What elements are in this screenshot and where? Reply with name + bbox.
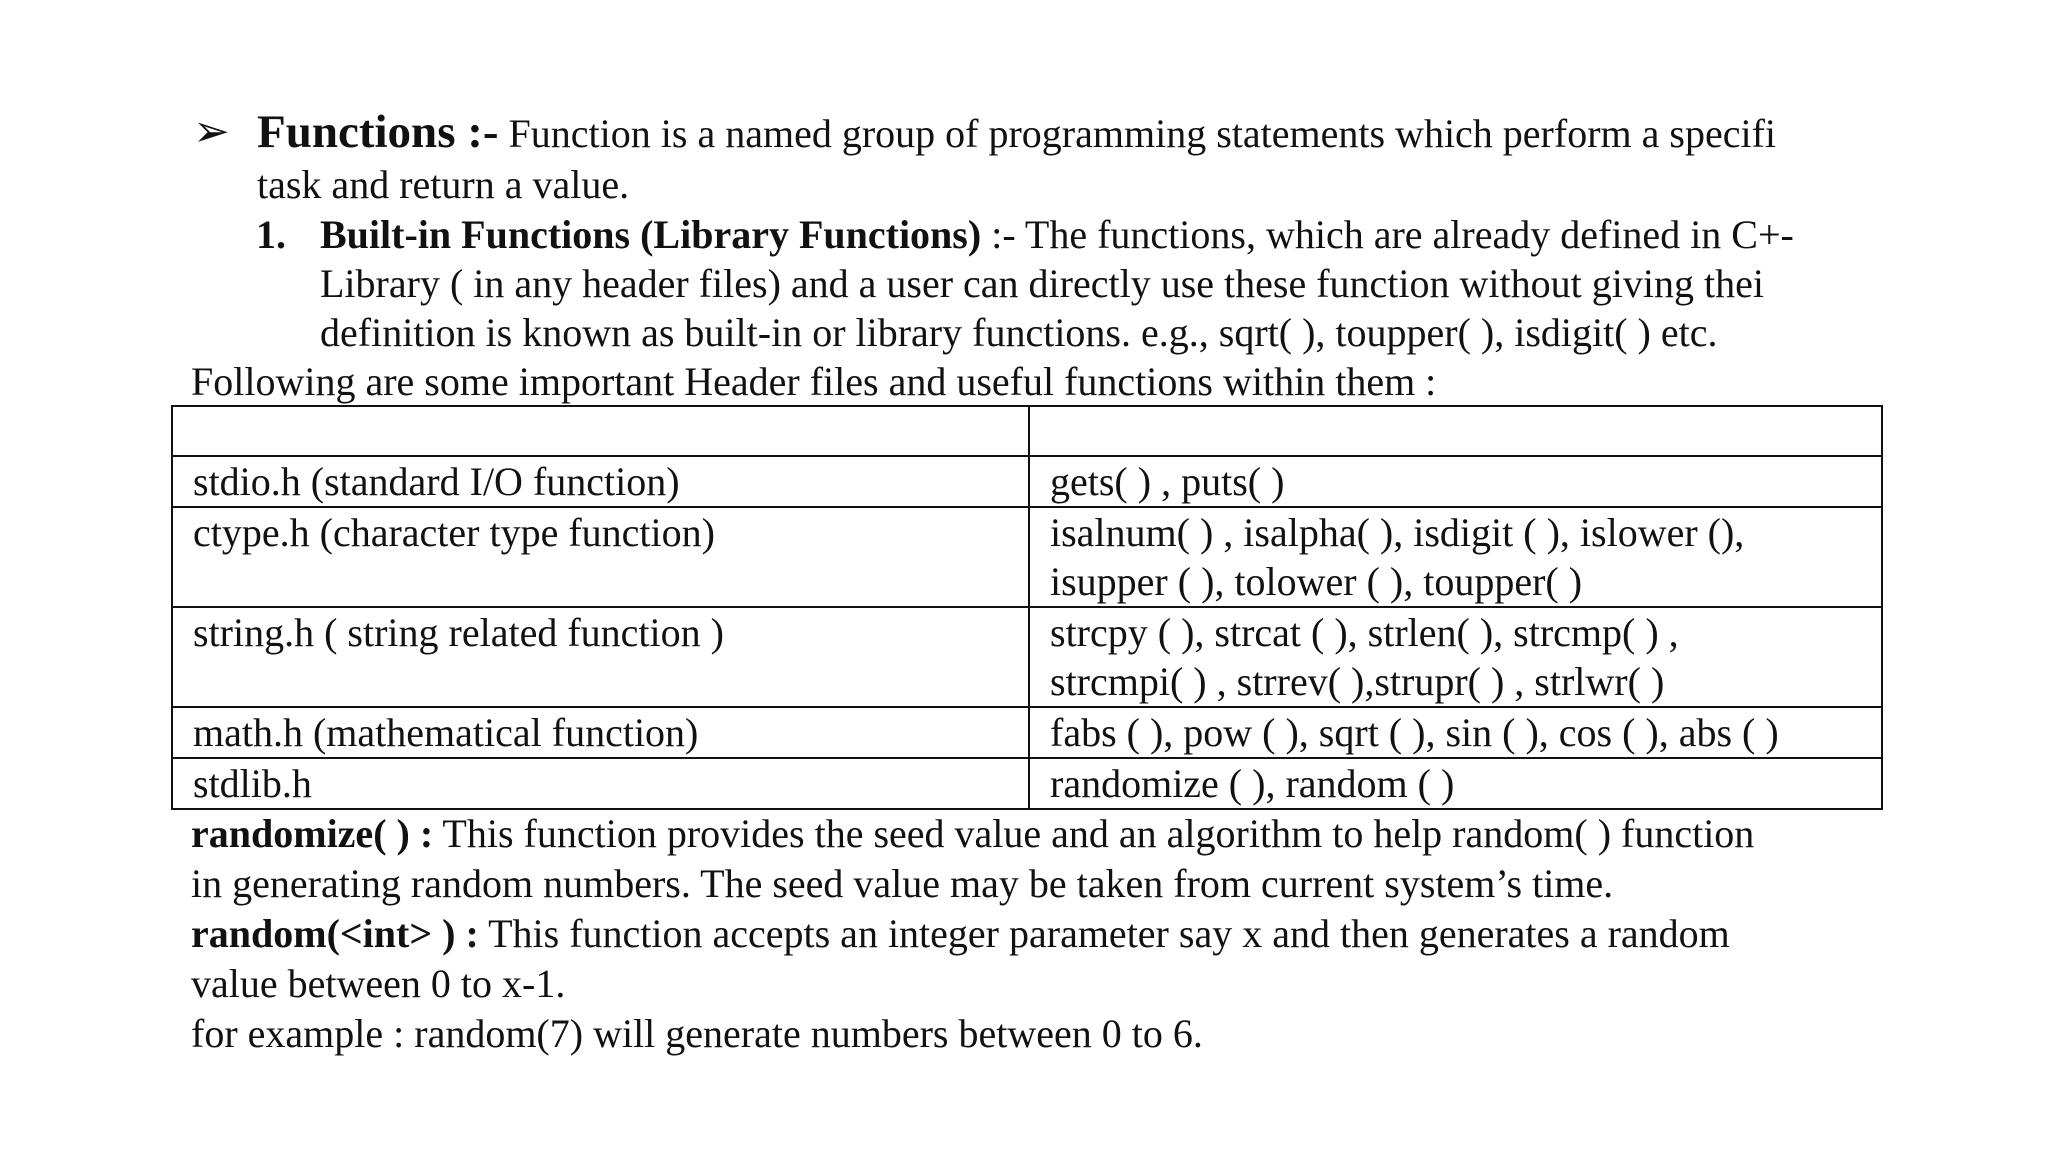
- builtin-line3: definition is known as built-in or library functions. e.g., sqrt( ), toupper( ), isdigit( ) etc.: [320, 310, 1718, 355]
- functions-cell: [1029, 507, 1882, 607]
- functions-definition-text: Function is a named group of programming statements which perform a specifi: [498, 111, 1777, 156]
- functions-definition-line1: [257, 104, 1776, 162]
- list-number: 1.: [256, 212, 286, 257]
- header-file-cell: math.h (mathematical function): [172, 707, 1029, 758]
- table-row: [172, 707, 1882, 758]
- functions-cell-line: strcmpi( ) , strrev( ),strupr( ) , strlwr( ): [1050, 659, 1665, 704]
- functions-term: Functions :-: [257, 106, 499, 158]
- table-header-row: [172, 406, 1882, 456]
- functions-cell-line: randomize ( ), random ( ): [1050, 761, 1455, 806]
- functions-definition-line2: task and return a value.: [257, 162, 630, 207]
- functions-cell: [1029, 758, 1882, 809]
- table-row: [172, 507, 1882, 607]
- builtin-term: Built-in Functions (Library Functions): [320, 212, 982, 257]
- functions-cell: [1029, 707, 1882, 758]
- builtin-line2: Library ( in any header files) and a user can directly use these function without giving thei: [320, 261, 1764, 306]
- randomize-line1: [191, 809, 1754, 859]
- functions-cell: [1029, 456, 1882, 507]
- table-row: [172, 607, 1882, 707]
- random-line1: [191, 909, 1730, 959]
- header-files-table: [171, 405, 1883, 810]
- table-header-cell: [1029, 406, 1882, 456]
- builtin-line1: [320, 210, 1794, 260]
- randomize-line2: in generating random numbers. The seed value may be taken from current system’s time.: [191, 861, 1614, 906]
- header-file-cell: stdlib.h: [172, 758, 1029, 809]
- builtin-line1-text: :- The functions, which are already defined in C+-: [981, 212, 1794, 257]
- randomize-line1-text: This function provides the seed value and an algorithm to help random( ) function: [433, 811, 1755, 856]
- random-example-line: for example : random(7) will generate numbers between 0 to 6.: [191, 1011, 1203, 1056]
- randomize-term: randomize( ) :: [191, 811, 434, 856]
- functions-cell-line: isupper ( ), tolower ( ), toupper( ): [1050, 559, 1583, 604]
- functions-cell-line: gets( ) , puts( ): [1050, 459, 1285, 504]
- random-term: random(<int> ) :: [191, 911, 479, 956]
- functions-cell-line: strcpy ( ), strcat ( ), strlen( ), strcmp( ) ,: [1050, 610, 1679, 655]
- functions-cell-line: fabs ( ), pow ( ), sqrt ( ), sin ( ), cos ( ), abs ( ): [1050, 710, 1779, 755]
- header-file-cell: string.h ( string related function ): [172, 607, 1029, 707]
- intro-text: Following are some important Header files and useful functions within them :: [191, 359, 1437, 404]
- table-header-cell: [172, 406, 1029, 456]
- table-row: [172, 758, 1882, 809]
- random-line2: value between 0 to x-1.: [191, 961, 566, 1006]
- header-file-cell: ctype.h (character type function): [172, 507, 1029, 607]
- header-file-cell: stdio.h (standard I/O function): [172, 456, 1029, 507]
- functions-cell-line: isalnum( ) , isalpha( ), isdigit ( ), islower (),: [1050, 510, 1745, 555]
- table-row: [172, 456, 1882, 507]
- functions-cell: [1029, 607, 1882, 707]
- random-line1-text: This function accepts an integer parameter say x and then generates a random: [478, 911, 1730, 956]
- arrow-bullet-icon: ➢: [193, 106, 230, 157]
